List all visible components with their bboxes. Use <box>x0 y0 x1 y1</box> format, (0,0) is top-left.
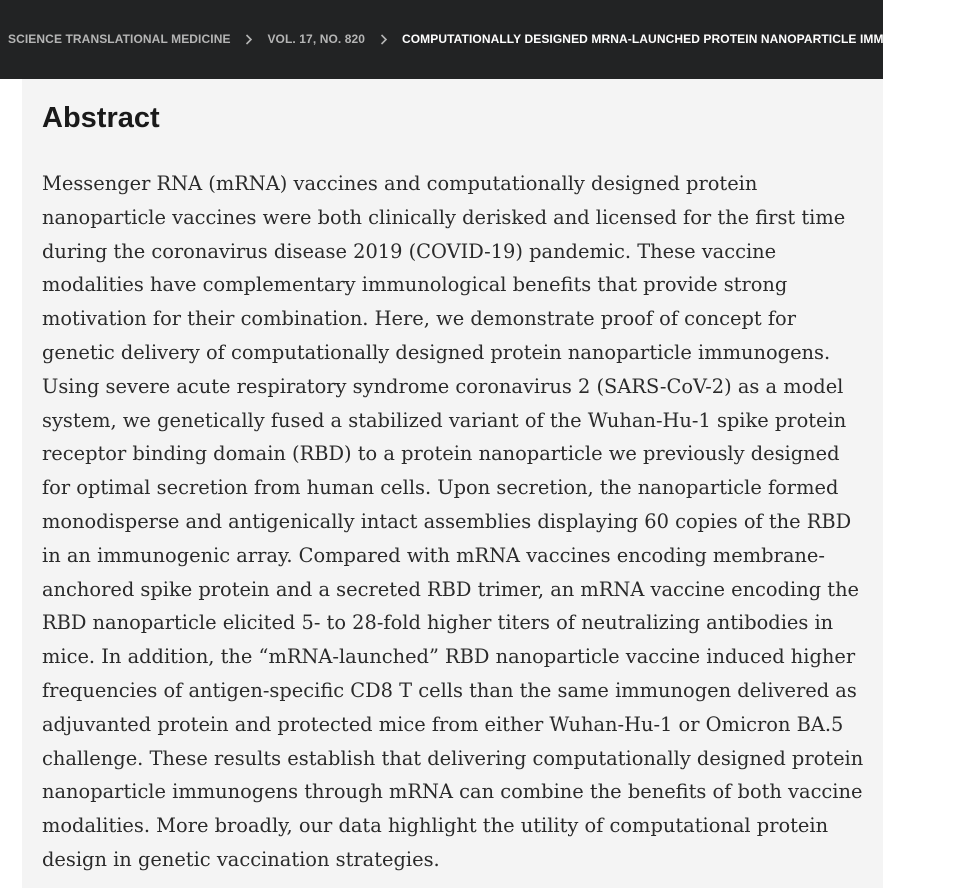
breadcrumb-bar <box>0 0 955 79</box>
breadcrumb <box>8 31 955 47</box>
abstract-heading: Abstract <box>42 102 160 134</box>
page-gutter <box>0 79 22 888</box>
abstract-text: Messenger RNA (mRNA) vaccines and computationally designed protein nanoparticle vaccines were both clinically derisked and licensed for the first time during the coronavirus disease 2019 (COVID-19) pandemic. These vaccine modalities have complementary immunological benefits that provide strong motivation for their combination. Here, we demonstrate proof of concept for genetic delivery of computationally designed protein nanoparticle immunogens. Using severe acute respiratory syndrome coronavirus 2 (SARS-CoV-2) as a model system, we genetically fused a stabilized variant of the Wuhan-Hu-1 spike protein receptor binding domain (RBD) to a protein nanoparticle we previously designed for optimal secretion from human cells. Upon secretion, the nanoparticle formed monodisperse and antigenically intact assemblies displaying 60 copies of the RBD in an immunogenic array. Compared with mRNA vaccines encoding membrane-anchored spike protein and a secreted RBD trimer, an mRNA vaccine encoding the RBD nanoparticle elicited 5- to 28-fold higher titers of neutralizing antibodies in mice. In addition, the “mRNA-launched” RBD nanoparticle vaccine induced higher frequencies of antigen-specific CD8 T cells than the same immunogen delivered as adjuvanted protein and protected mice from either Wuhan-Hu-1 or Omicron BA.5 challenge. These results establish that delivering computationally designed protein nanoparticle immunogens through mRNA can combine the benefits of both vaccine modalities. More broadly, our data highlight the utility of computational protein design in genetic vaccination strategies. <box>42 172 864 871</box>
breadcrumb-journal-link[interactable]: SCIENCE TRANSLATIONAL MEDICINE <box>8 32 231 46</box>
chevron-right-icon <box>234 31 264 47</box>
chevron-right-icon <box>369 31 399 47</box>
abstract-section <box>22 79 883 888</box>
breadcrumb-current-article: COMPUTATIONALLY DESIGNED MRNA-LAUNCHED PROTEIN NANOPARTICLE IMMUNOGENS... <box>401 32 955 46</box>
breadcrumb-issue-link[interactable]: VOL. 17, NO. 820 <box>267 32 366 46</box>
